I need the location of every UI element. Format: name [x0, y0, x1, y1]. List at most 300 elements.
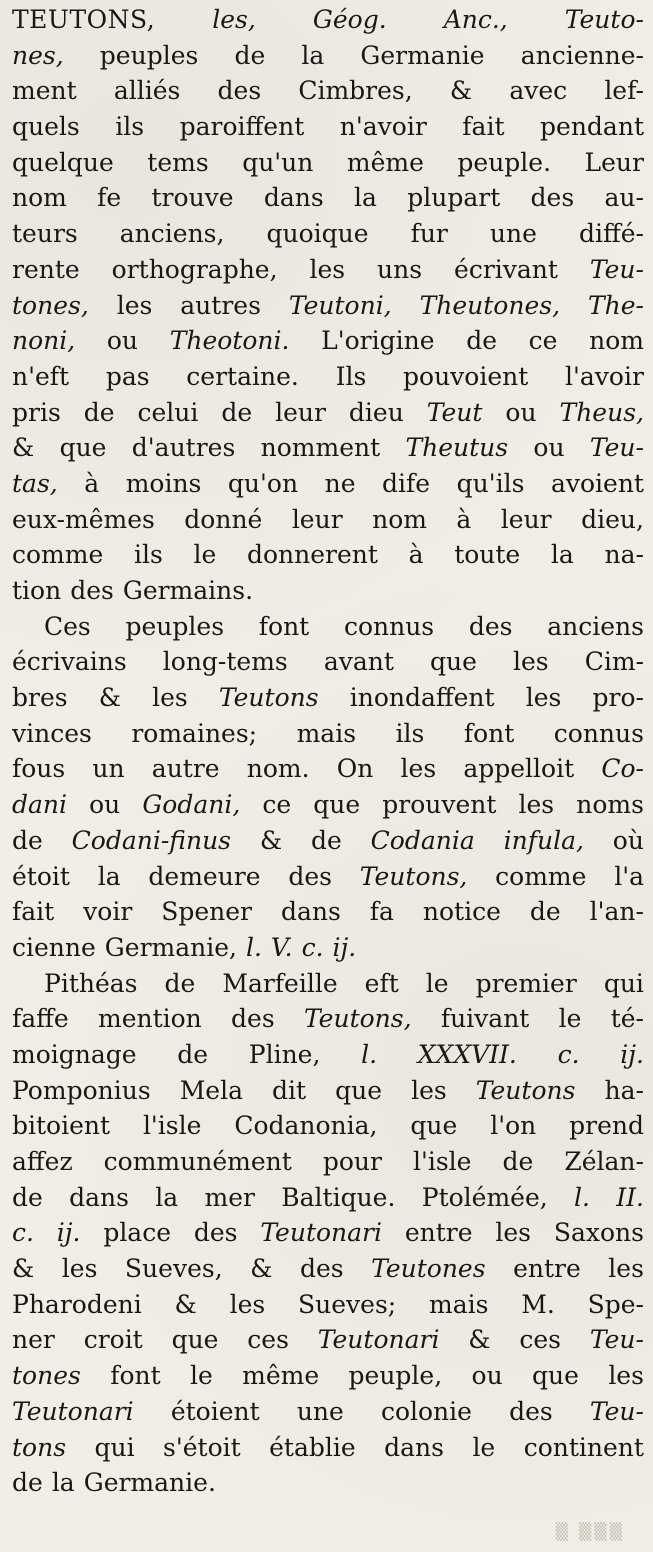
word: de [164, 968, 196, 998]
word: l. [245, 932, 262, 962]
word: moignage [12, 1039, 137, 1069]
word: ces [519, 1325, 562, 1355]
word: entre [513, 1254, 581, 1284]
word: leur [500, 504, 552, 534]
word: de [221, 397, 253, 427]
word: Teu- [589, 254, 644, 284]
text-line [12, 359, 644, 395]
word: Godani, [142, 790, 241, 820]
word: leur [291, 504, 343, 534]
word: Teuto- [564, 5, 644, 34]
word: à [456, 504, 472, 534]
word: le [558, 1004, 582, 1034]
word: des [530, 183, 575, 213]
text-line [12, 1108, 644, 1144]
word: peuple. [457, 147, 552, 177]
text-line [12, 1001, 644, 1037]
text-line [12, 716, 644, 752]
word: les [309, 254, 346, 284]
word: Teutoni, [288, 290, 392, 320]
word: ils [133, 540, 163, 570]
word: d'autres [131, 433, 236, 463]
word: Theus, [559, 397, 644, 427]
word: Ptolémée, [421, 1182, 548, 1212]
word: continent [523, 1432, 644, 1462]
text-line [12, 930, 644, 966]
word: Teu- [589, 1325, 644, 1355]
word: que [313, 790, 361, 820]
word: V. [270, 932, 293, 962]
word: Teu- [589, 433, 644, 463]
word: Teutones [371, 1254, 486, 1284]
word: de [83, 397, 115, 427]
word: On [336, 754, 374, 784]
word: les [518, 790, 555, 820]
word: à [408, 540, 424, 570]
word: Pline, [248, 1039, 321, 1069]
word: fe [97, 183, 122, 213]
word: dieu [348, 397, 404, 427]
word: qui [94, 1432, 135, 1462]
word: ne [324, 468, 356, 498]
word: avec [509, 76, 568, 106]
word: un [92, 754, 125, 784]
word: paroiffent [179, 112, 305, 142]
word: premier [475, 968, 577, 998]
word: ils [115, 112, 145, 142]
word: Theotoni. [169, 326, 290, 356]
word: Theutus [405, 433, 509, 463]
word: tones [12, 1361, 81, 1391]
word: de [529, 897, 561, 927]
text-line [12, 1430, 644, 1466]
word: Géog. [312, 5, 387, 34]
word: les [116, 290, 153, 320]
word: anciens [547, 611, 644, 641]
word: s'étoit [163, 1432, 241, 1462]
word: à [84, 468, 100, 498]
word: Codanonia, [234, 1111, 378, 1141]
word: c. [12, 1218, 34, 1248]
word: tons [12, 1432, 67, 1462]
word: les [525, 683, 562, 713]
word: cienne [12, 932, 96, 962]
word: l'a [614, 861, 644, 891]
text-line [12, 180, 644, 216]
word: notice [422, 897, 501, 927]
word: une [296, 1396, 344, 1426]
text-line [12, 859, 644, 895]
word: Sueves, [124, 1254, 223, 1284]
word: l'isle [142, 1111, 202, 1141]
word: rente [12, 254, 80, 284]
word: affez [12, 1147, 73, 1176]
word: les, [212, 5, 256, 34]
word: les [411, 1075, 447, 1105]
text-line [12, 1073, 644, 1109]
text-line [12, 609, 644, 645]
word: leur [275, 397, 326, 427]
word: entre [404, 1218, 473, 1248]
word: la [301, 40, 325, 70]
text-line [12, 73, 644, 109]
word: le [193, 540, 217, 570]
word: croit [83, 1325, 143, 1355]
word: ij. [620, 1039, 644, 1069]
word: fur [410, 219, 448, 249]
word: comme [12, 540, 104, 570]
word: II. [616, 1182, 644, 1212]
text-line [12, 288, 644, 324]
word: teurs [12, 219, 78, 249]
word: prend [569, 1111, 644, 1141]
word: l. [574, 1182, 590, 1212]
word: les [61, 1254, 98, 1284]
word: de [234, 40, 266, 70]
word: peuples [99, 40, 199, 70]
word: des [509, 1396, 553, 1426]
word: qui [603, 968, 644, 998]
text-line [12, 1322, 644, 1358]
word: nom [372, 504, 427, 534]
word: peuples [125, 611, 225, 641]
article-column [12, 2, 644, 1501]
word: & [98, 683, 121, 713]
word: Zélan- [564, 1147, 644, 1176]
word: ij. [332, 932, 357, 962]
word: ou [471, 1361, 503, 1391]
word: pendant [540, 112, 644, 142]
word: de [177, 1039, 209, 1069]
word: long-tems [162, 647, 288, 677]
word: font [110, 1361, 161, 1391]
text-line [12, 966, 644, 1002]
word: que [532, 1361, 579, 1391]
word: le [472, 1432, 496, 1462]
word: l. [361, 1039, 378, 1069]
text-line [12, 1394, 644, 1430]
text-line [12, 751, 644, 787]
text-line [12, 430, 644, 466]
text-line [12, 894, 644, 930]
word: la [51, 1468, 75, 1498]
word: tion [12, 576, 62, 605]
word: les [229, 1289, 266, 1319]
word: fa [369, 897, 394, 927]
word: dans [280, 897, 341, 927]
word: l'an- [589, 897, 644, 927]
word: fait [12, 897, 55, 927]
word: lef- [604, 76, 644, 106]
word: ou [89, 790, 121, 820]
text-line [12, 1144, 644, 1180]
word: que [430, 647, 477, 677]
word: que [335, 1075, 383, 1105]
word: des [299, 1254, 344, 1284]
word: même [346, 147, 424, 177]
word: avoient [550, 468, 644, 498]
word: dans [263, 183, 324, 213]
word: de [12, 1182, 43, 1212]
word: au- [604, 183, 644, 213]
word: Teutons [218, 683, 319, 713]
word: XXXVII. [417, 1039, 517, 1069]
text-line [12, 537, 644, 573]
word: n'avoir [339, 112, 427, 142]
word: ment [12, 76, 77, 106]
word: que [410, 1111, 458, 1141]
word: ou [533, 433, 565, 463]
word: & [468, 1325, 491, 1355]
word: Teutonari [317, 1325, 440, 1355]
word: Pharodeni [12, 1289, 142, 1319]
word: le [425, 968, 449, 998]
text-line [12, 1251, 644, 1287]
word: les [152, 683, 188, 713]
word: ces [247, 1325, 289, 1355]
word: c. [301, 932, 324, 962]
word: dife [382, 468, 431, 498]
word: noms [576, 790, 644, 820]
word: des [468, 611, 513, 641]
word: des [288, 861, 332, 891]
word: Teutons [475, 1075, 576, 1105]
word: de [12, 1468, 43, 1498]
word: la [354, 183, 377, 213]
word: diffé- [578, 219, 644, 249]
word: nes, [12, 40, 64, 70]
text-line [12, 1358, 644, 1394]
word: l'avoir [565, 361, 644, 391]
word: eft [364, 968, 399, 998]
text-line [12, 38, 644, 74]
word: plupart [407, 183, 501, 213]
word: & [250, 1254, 273, 1284]
word: appelloit [463, 754, 575, 784]
word: pas [105, 361, 150, 391]
word: trouve [151, 183, 234, 213]
word: une [489, 219, 537, 249]
word: toute [454, 540, 521, 570]
text-line [12, 823, 644, 859]
word: inondaffent [349, 683, 495, 713]
word: eux-mêmes [12, 504, 155, 534]
word: la [97, 861, 121, 891]
text-line [12, 680, 644, 716]
word: communément [103, 1147, 292, 1176]
word: des [70, 576, 114, 605]
word: étoit [12, 861, 70, 891]
word: dieu, [581, 504, 644, 534]
word: qu'ils [456, 468, 525, 498]
word: les [495, 1218, 531, 1248]
text-line [12, 1215, 644, 1251]
text-line [12, 109, 644, 145]
word: même [242, 1361, 320, 1391]
word: nom [12, 183, 67, 213]
word: celui [137, 397, 199, 427]
word: demeure [148, 861, 261, 891]
word: dit [272, 1075, 307, 1105]
word: tems [147, 147, 209, 177]
text-line [12, 1180, 644, 1216]
word: certaine. [186, 361, 299, 391]
text-line [12, 1287, 644, 1323]
word: des [231, 1004, 275, 1034]
word: fait [462, 112, 505, 142]
word: Codania [370, 825, 475, 855]
word: Germanie, [104, 932, 237, 962]
word: que [59, 433, 107, 463]
text-line [12, 145, 644, 181]
word: avant [323, 647, 394, 677]
word: l'on [490, 1111, 537, 1141]
word: font [258, 611, 310, 641]
word: fuivant [440, 1004, 530, 1034]
word: dani [12, 790, 68, 820]
word: ij. [56, 1218, 81, 1248]
word: Teutons, [303, 1004, 412, 1034]
text-line [12, 787, 644, 823]
word: Germanie [360, 40, 485, 70]
word: peuple, [348, 1361, 443, 1391]
word: écrivains [12, 647, 127, 677]
word: Teut [426, 397, 483, 427]
word: Teu- [589, 1396, 644, 1426]
word: quelque [12, 147, 114, 177]
word: Cimbres, [298, 76, 413, 106]
word: té- [610, 1004, 644, 1034]
word: quoique [266, 219, 369, 249]
word: The- [587, 290, 644, 320]
word: font [463, 718, 515, 748]
word: nomment [260, 433, 381, 463]
word: Teutonari [12, 1396, 134, 1426]
word: nom [589, 326, 644, 356]
text-line [12, 466, 644, 502]
word: infula, [503, 825, 584, 855]
word: pro- [592, 683, 644, 713]
word: les [400, 754, 437, 784]
word: donné [184, 504, 263, 534]
print-smudge: ▒ ▒▒▒ [555, 1522, 625, 1541]
word: fous [12, 754, 66, 784]
word: connus [553, 718, 644, 748]
word: tas, [12, 468, 58, 498]
word: mention [97, 1004, 202, 1034]
word: alliés [113, 76, 181, 106]
word: Teutonari [260, 1218, 382, 1248]
word: mer [204, 1182, 255, 1212]
word: pouvoient [403, 361, 529, 391]
text-line [12, 2, 644, 38]
word: ner [12, 1325, 55, 1355]
word: où [612, 825, 644, 855]
word: place [103, 1218, 172, 1248]
word: l'isle [412, 1147, 472, 1176]
text-line [12, 502, 644, 538]
text-line [12, 1037, 644, 1073]
word: na- [604, 540, 644, 570]
word: Anc., [443, 5, 508, 34]
word: & [449, 76, 473, 106]
word: des [193, 1218, 238, 1248]
word: Saxons [553, 1218, 644, 1248]
word: noni, [12, 326, 76, 356]
word: L'origine [321, 326, 435, 356]
word: Pomponius [12, 1075, 151, 1105]
word: le [190, 1361, 213, 1391]
word: ha- [604, 1075, 644, 1105]
word: Cim- [584, 647, 644, 677]
word: autres [180, 290, 261, 320]
text-line [12, 323, 644, 359]
word: Sueves; [298, 1289, 397, 1319]
word: écrivant [454, 254, 558, 284]
text-line [12, 1465, 644, 1501]
word: Germains. [122, 576, 254, 605]
text-line [12, 395, 644, 431]
word: orthographe, [111, 254, 278, 284]
word: pour [322, 1147, 382, 1176]
word: romaines; [131, 718, 258, 748]
word: tones, [12, 290, 89, 320]
word: ce [528, 326, 558, 356]
word: Theutones, [419, 290, 561, 320]
word: & [174, 1289, 197, 1319]
word: des [217, 76, 262, 106]
word: Ils [335, 361, 367, 391]
word: ce [262, 790, 292, 820]
word: bitoient [12, 1111, 111, 1141]
word: établie [269, 1432, 356, 1462]
word: dans [384, 1432, 444, 1462]
word: Leur [584, 147, 644, 177]
word: que [171, 1325, 219, 1355]
word: quels [12, 112, 80, 142]
word: comme [495, 861, 587, 891]
word: vinces [12, 718, 92, 748]
word: la [550, 540, 574, 570]
word: ancienne- [520, 40, 644, 70]
text-line [12, 644, 644, 680]
word: nom. [246, 754, 310, 784]
word: la [155, 1182, 179, 1212]
word: colonie [380, 1396, 472, 1426]
word: dans [69, 1182, 129, 1212]
word: de [502, 1147, 534, 1176]
word: Marfeille [222, 968, 338, 998]
word: les [513, 647, 549, 677]
word: mais [429, 1289, 489, 1319]
word: ou [106, 326, 139, 356]
word: étoient [170, 1396, 260, 1426]
word: mais [296, 718, 357, 748]
word: les [608, 1361, 644, 1391]
word: de [311, 825, 342, 855]
text-line [12, 252, 644, 288]
word: connus [343, 611, 435, 641]
word: Ces [44, 611, 91, 641]
word: bres [12, 683, 68, 713]
word: n'eft [12, 361, 70, 391]
word: Spener [161, 897, 253, 927]
word: Pithéas [44, 968, 138, 998]
word: & [12, 433, 35, 463]
word: Mela [179, 1075, 243, 1105]
word: Co- [601, 754, 644, 784]
word: faffe [12, 1004, 69, 1034]
